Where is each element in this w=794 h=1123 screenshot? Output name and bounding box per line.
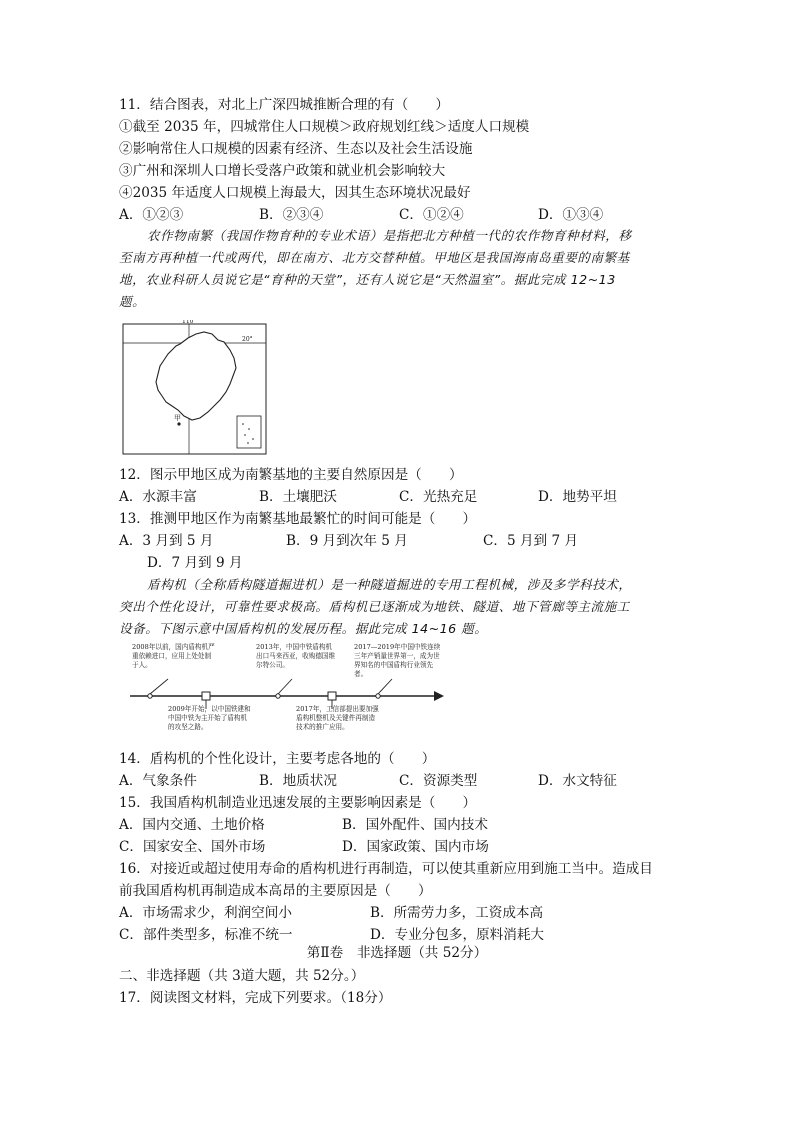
hainan-map xyxy=(122,320,268,456)
q16-option-a: A．市场需求少，利润空间小 xyxy=(119,905,292,921)
material1-line-1: 农作物南繁（我国作物育种的专业术语）是指把北方种植一代的农作物育种材料，移 xyxy=(147,228,632,243)
material2-line-3: 设备。下图示意中国盾构机的发展历程。据此完成 14~16 题。 xyxy=(119,621,488,636)
q17-stem: 17．阅读图文材料，完成下列要求。（18分） xyxy=(119,990,392,1006)
q11-option-a: A．①②③ xyxy=(119,207,184,223)
q14-option-a: A．气象条件 xyxy=(119,773,197,789)
q12-option-b: B．土壤肥沃 xyxy=(259,489,337,505)
q15-option-c: C．国家安全、国外市场 xyxy=(119,839,266,855)
material1-line-2: 至南方再种植一代或两代，即在南方、北方交替种植。甲地区是我国海南岛重要的南繁基 xyxy=(119,250,630,265)
q15-option-a: A．国内交通、土地价格 xyxy=(119,817,265,833)
place-jia-label: 甲 xyxy=(174,414,181,422)
material2-line-1: 盾构机（全称盾构隧道掘进机）是一种隧道掘进的专用工程机械，涉及多学科技术， xyxy=(147,577,632,592)
q13-option-c: C．5 月到 7 月 xyxy=(483,533,579,549)
q11-item-4: ④2035 年适度人口规模上海最大，因其生态环境状况最好 xyxy=(119,185,471,201)
lon-label: 110° xyxy=(182,320,197,325)
shield-machine-timeline xyxy=(128,643,448,733)
q12-option-a: A．水源丰富 xyxy=(119,489,197,505)
part2-title: 第Ⅱ卷 非选择题（共 52分） xyxy=(306,945,488,961)
q12-stem: 12．图示甲地区成为南繁基地的主要自然原因是（ ） xyxy=(119,467,463,483)
q14-option-b: B．地质状况 xyxy=(259,773,337,789)
timeline-event-2009: 2009年开始，以中国铁建和中国中铁为主开始了盾构机的攻坚之路。 xyxy=(168,705,251,731)
q12-option-d: D．地势平坦 xyxy=(538,489,617,505)
q16-stem-line-2: 前我国盾构机再制造成本高昂的主要原因是（ ） xyxy=(119,883,432,899)
q12-option-c: C．光热充足 xyxy=(399,489,478,505)
q16-option-b: B．所需劳力多，工资成本高 xyxy=(370,905,544,921)
timeline-arrowhead xyxy=(434,691,444,701)
q11-option-b: B．②③④ xyxy=(259,207,324,223)
material1-line-4: 题。 xyxy=(119,294,146,309)
q16-stem-line-1: 16．对接近或超过使用寿命的盾构机进行再制造，可以使其重新应用到施工当中。造成目 xyxy=(119,861,653,877)
inset-map-frame xyxy=(237,416,261,448)
q11-item-1: ①截至 2035 年，四城常住人口规模＞政府规划红线＞适度人口规模 xyxy=(119,119,530,135)
q13-option-a: A．3 月到 5 月 xyxy=(119,533,214,549)
q14-option-d: D．水文特征 xyxy=(538,773,617,789)
material1-line-3: 地，农业科研人员说它是“育种的天堂”，还有人说它是“天然温室”。据此完成 12~13 xyxy=(119,272,616,287)
timeline-event-2017: 2017年，工信部提出要加强盾构机整机及关键件再制造技术的推广应用。 xyxy=(296,705,379,731)
q13-option-b: B．9 月到次年 5 月 xyxy=(286,533,408,549)
q11-option-d: D．①③④ xyxy=(538,207,604,223)
q16-option-c: C．部件类型多，标准不统一 xyxy=(119,927,293,943)
q14-option-c: C．资源类型 xyxy=(399,773,478,789)
timeline-event-2008: 2008年以前，国内盾构机严重依赖进口，应用上处处制于人。 xyxy=(132,643,215,669)
place-jia-dot xyxy=(177,422,180,425)
lat-label: 20° xyxy=(242,336,253,343)
timeline-event-2017-2019: 2017—2019年中国中铁连续三年产销量世界第一，成为世界知名的中国盾构行业领先者。 xyxy=(354,643,441,678)
q13-stem: 13．推测甲地区作为南繁基地最繁忙的时间可能是（ ） xyxy=(119,511,477,527)
q16-option-d: D．专业分包多，原料消耗大 xyxy=(370,927,545,943)
q15-option-b: B．国外配件、国内技术 xyxy=(342,817,488,833)
part2-section-heading: 二、非选择题（共 3道大题，共 52分。） xyxy=(119,968,365,984)
q15-stem: 15．我国盾构机制造业迅速发展的主要影响因素是（ ） xyxy=(119,795,477,811)
q13-option-d: D．7 月到 9 月 xyxy=(147,555,243,571)
q11-item-3: ③广州和深圳人口增长受落户政策和就业机会影响较大 xyxy=(119,163,446,179)
q15-option-d: D．国家政策、国内市场 xyxy=(342,839,489,855)
timeline-event-2013: 2013年，中国中铁盾构机出口马来西亚，收购德国维尔特公司。 xyxy=(256,643,336,669)
q11-stem: 11．结合图表，对北上广深四城推断合理的有（ ） xyxy=(119,97,449,113)
q11-item-2: ②影响常住人口规模的因素有经济、生态以及社会生活设施 xyxy=(119,141,473,157)
material2-line-2: 突出个性化设计，可靠性要求极高。盾构机已逐渐成为地铁、隧道、地下管廊等主流施工 xyxy=(119,599,630,614)
q14-stem: 14．盾构机的个性化设计，主要考虑各地的（ ） xyxy=(119,751,436,767)
q11-option-c: C．①②④ xyxy=(399,207,464,223)
